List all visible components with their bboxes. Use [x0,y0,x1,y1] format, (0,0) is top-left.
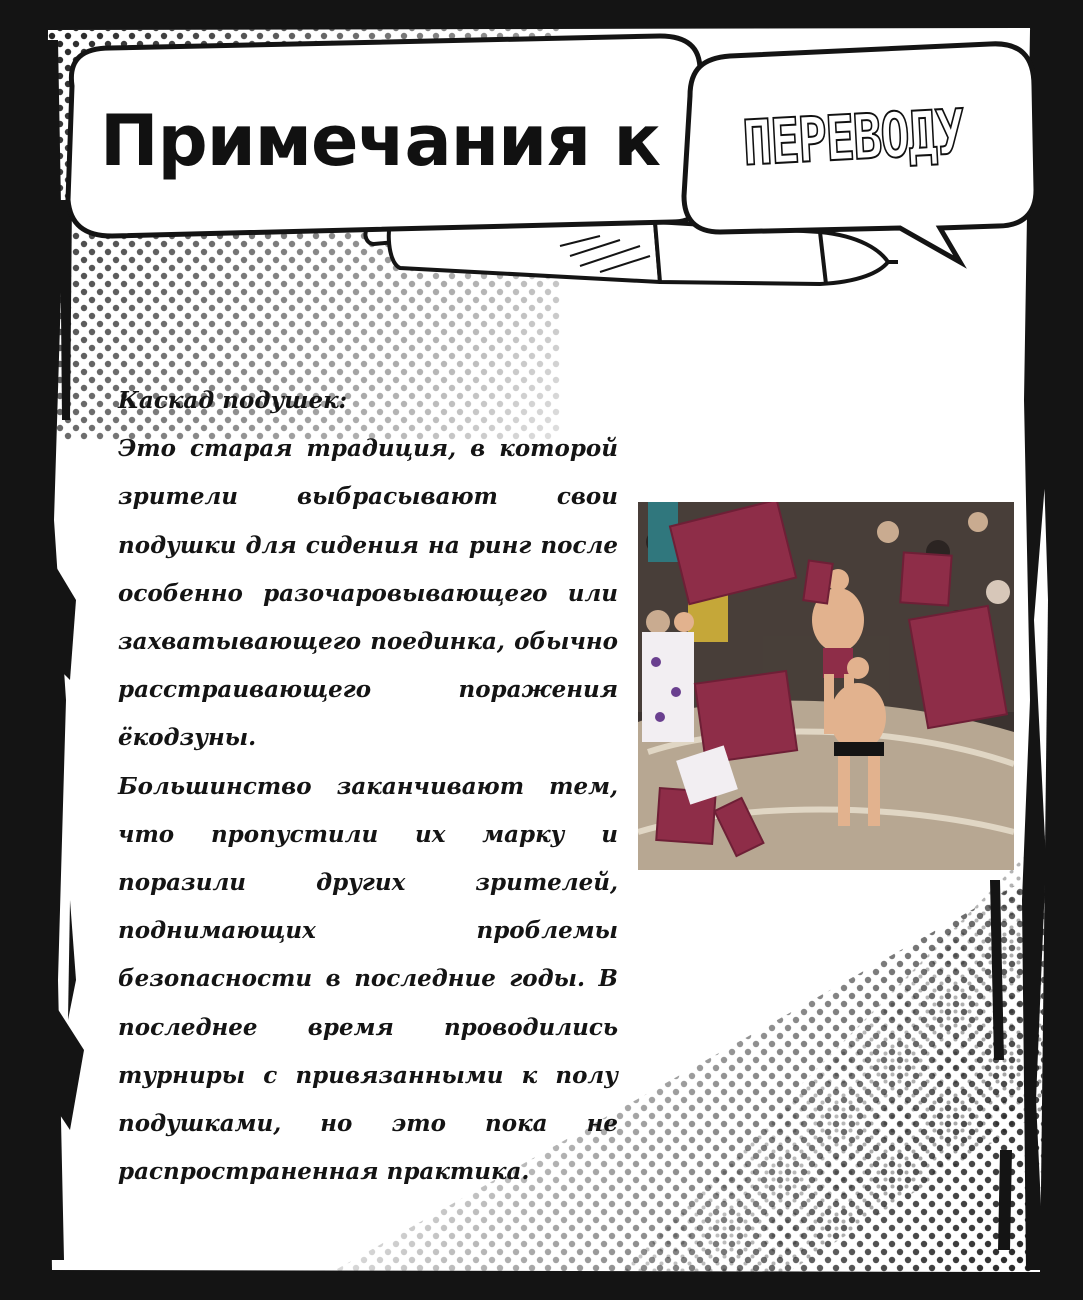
note-paragraph-1: Это старая традиция, в которой зрители выбрасывают свои подушки для сидения на ринг после особенно разочаровывающего или захватывающего поединка, обычно расстраивающего поражения ёкодзуны. [118,435,618,752]
page-subtitle: ПЕРЕВОДУ [741,94,965,180]
note-paragraph-2: Большинство заканчивают тем, что пропустили их марку и поразили других зрителей, поднимающих проблемы безопасности в последние годы. В последнее время проводились турниры с привязанными к полу подушками, но это пока не распространенная практика. [118,772,618,1186]
sumo-cushion-photo [638,502,1014,870]
page-title: Примечания к [100,100,660,182]
note-heading: Каскад подушек: [118,387,348,414]
translator-note [118,377,618,1196]
